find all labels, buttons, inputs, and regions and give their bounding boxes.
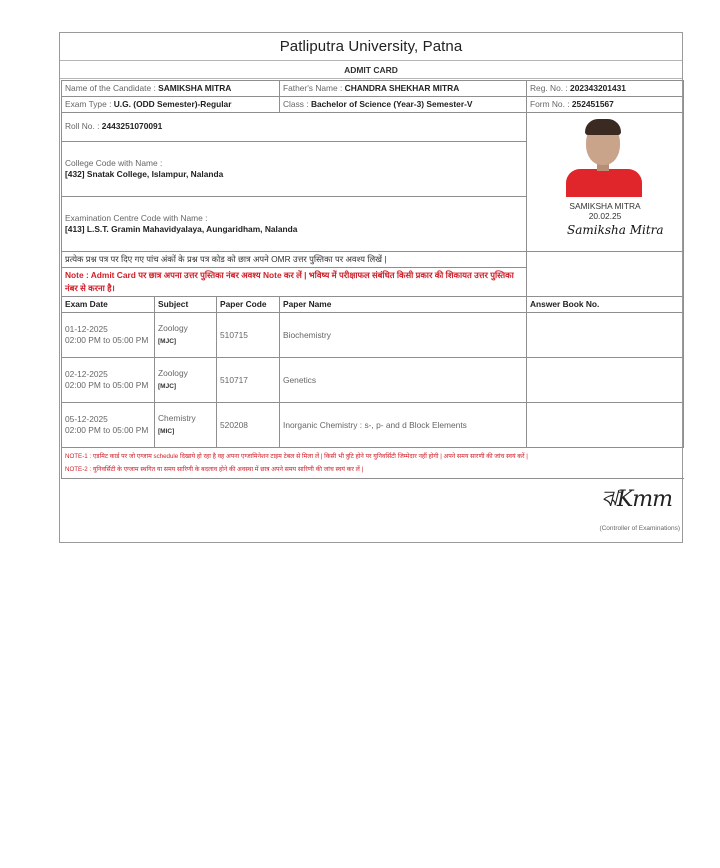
reg-no: 202343201431 — [570, 83, 626, 93]
answer-book-note: Note : Admit Card पर छात्र अपना उत्तर पुस्तिका नंबर अवश्य Note कर लें | भविष्य में परीक्षाफल संबंधित किसी प्रकार की शिकायत उत्तर पुस्तिका नंबर से करना है। — [62, 268, 527, 297]
table-row — [62, 358, 684, 403]
form-no-cell: Form No. : 252451567 — [527, 97, 684, 113]
class-cell: Class : Bachelor of Science (Year-3) Semester-V — [280, 97, 527, 113]
university-title: Patliputra University, Patna — [60, 33, 682, 61]
header-subject: Subject — [155, 297, 217, 313]
roll-no: 2443251070091 — [101, 121, 163, 132]
header-exam-date: Exam Date — [62, 297, 155, 313]
form-no: 252451567 — [571, 99, 614, 109]
controller-signature: ঝKmm — [601, 487, 672, 512]
controller-section — [599, 482, 680, 532]
answer-book-no — [527, 358, 684, 403]
photo-caption-date: 20.02.25 — [588, 211, 622, 221]
exam-date: 05-12-2025 02:00 PM to 05:00 PM — [62, 403, 155, 448]
header-paper-name: Paper Name — [280, 297, 527, 313]
candidate-photo — [564, 117, 644, 197]
blank-cell — [527, 252, 684, 297]
paper-name: Biochemistry — [280, 313, 527, 358]
reg-no-cell: Reg. No. : 202343201431 — [527, 81, 684, 97]
paper-code: 520208 — [217, 403, 280, 448]
candidate-info-table — [61, 80, 684, 113]
exam-centre-cell: Examination Centre Code with Name : [413] L.S.T. Gramin Mahavidyalaya, Aungaridham, Nalanda — [62, 196, 527, 251]
document-type-heading: ADMIT CARD — [60, 61, 682, 79]
table-row — [62, 313, 684, 358]
exam-type-cell: Exam Type : U.G. (ODD Semester)-Regular — [62, 97, 280, 113]
class-value: Bachelor of Science (Year-3) Semester-V — [310, 99, 473, 109]
subject: Zoology [MJC] — [155, 313, 217, 358]
admit-card — [59, 32, 683, 543]
notes-cell — [62, 448, 684, 479]
note-1: NOTE-1 : एडमिट कार्ड पर जो एग्जाम schedule दिखाये हो रहा है वह अपना एग्जामिनेशन टाइम टेबल से मिला लें | किसी भी त्रुटि होने पर युनिवर्सिटी जिम्मेदार नहीं होगी | अपने समय सारणी की जांच स्वयं करें | — [65, 453, 528, 460]
exam-type: U.G. (ODD Semester)-Regular — [113, 99, 232, 109]
table-row — [62, 403, 684, 448]
paper-code: 510715 — [217, 313, 280, 358]
answer-book-no — [527, 403, 684, 448]
header-answer-book: Answer Book No. — [527, 297, 684, 313]
photo-cell — [527, 113, 684, 252]
college-cell: College Code with Name : [432] Snatak College, Islampur, Nalanda — [62, 141, 527, 196]
paper-name: Inorganic Chemistry : s-, p- and d Block Elements — [280, 403, 527, 448]
father-name-cell: Father's Name : CHANDRA SHEKHAR MITRA — [280, 81, 527, 97]
college-name: [432] Snatak College, Islampur, Nalanda — [65, 168, 224, 179]
details-table — [61, 112, 684, 297]
roll-no-cell: Roll No. : 2443251070091 — [62, 113, 527, 142]
exam-date: 01-12-2025 02:00 PM to 05:00 PM — [62, 313, 155, 358]
candidate-signature: Samiksha Mitra — [567, 223, 664, 237]
paper-code: 510717 — [217, 358, 280, 403]
exam-schedule-table — [61, 296, 684, 479]
controller-label: (Controller of Examinations) — [599, 525, 680, 532]
subject: Zoology [MJC] — [155, 358, 217, 403]
subject: Chemistry [MIC] — [155, 403, 217, 448]
exam-centre-name: [413] L.S.T. Gramin Mahavidyalaya, Aungaridham, Nalanda — [65, 223, 298, 234]
photo-caption-name: SAMIKSHA MITRA — [569, 201, 641, 211]
paper-name: Genetics — [280, 358, 527, 403]
note-2: NOTE-2 : युनिवर्सिटी के एग्जाम स्थगित या समय सारिणी के बदलाव होने की अवस्था में छात्र अपने समय सारिणी की जांच स्वयं कर लें | — [65, 466, 364, 473]
exam-date: 02-12-2025 02:00 PM to 05:00 PM — [62, 358, 155, 403]
father-name: CHANDRA SHEKHAR MITRA — [344, 83, 460, 93]
header-paper-code: Paper Code — [217, 297, 280, 313]
answer-book-no — [527, 313, 684, 358]
candidate-name: SAMIKSHA MITRA — [158, 83, 232, 93]
omr-instruction: प्रत्येक प्रश्न पत्र पर दिए गए पांच अंकों के प्रश्न पत्र कोड को छात्र अपने OMR उत्तर पुस्तिका पर अवश्य लिखें | — [62, 252, 527, 268]
candidate-name-cell: Name of the Candidate : SAMIKSHA MITRA — [62, 81, 280, 97]
